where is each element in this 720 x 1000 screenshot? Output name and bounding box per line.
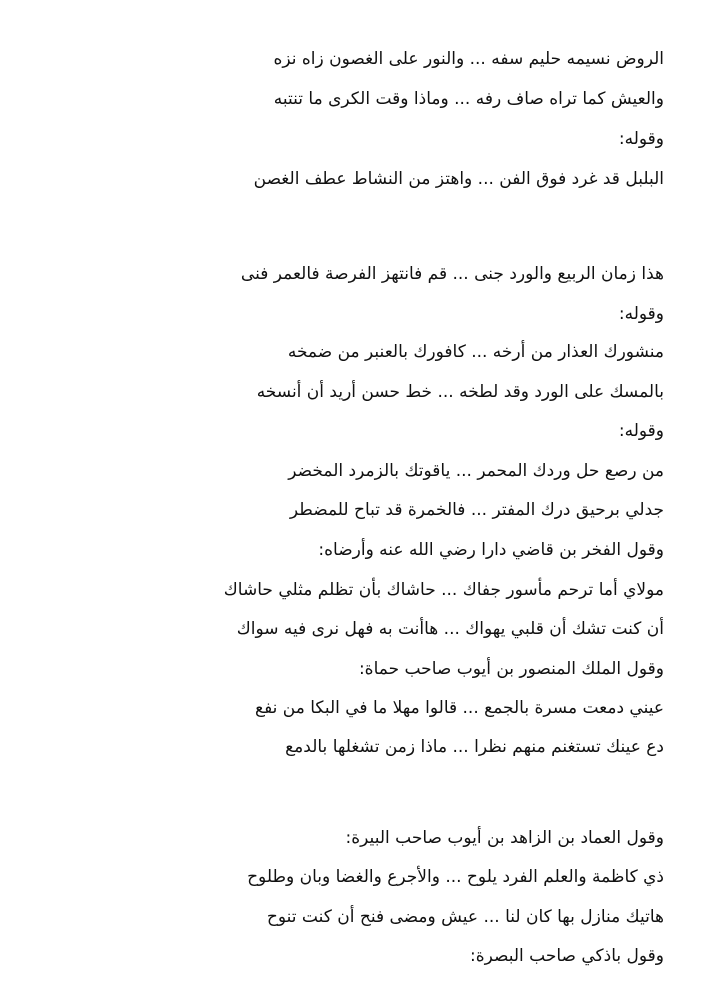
text-line: والعيش كما تراه صاف رفه ... وماذا وقت الكرى ما تنتبه [273,89,664,109]
text-line: البلبل قد غرد فوق الفن ... واهتز من النشاط عطف الغصن [253,169,664,189]
text-line: هاتيك منازل بها كان لنا ... عيش ومضى فنح أن كنت تنوح [266,907,664,927]
text-line: وقوله: [618,304,664,324]
text-line: هذا زمان الربيع والورد جنى ... قم فانتهز الفرصة فالعمر فنى [240,264,664,284]
text-line: وقول الفخر بن قاضي دارا رضي الله عنه وأرضاه: [318,540,664,560]
text-line: ذي كاظمة والعلم الفرد يلوح ... والأجرع والغضا وبان وطلوح [247,867,664,887]
text-line: وقوله: [618,129,664,149]
text-line: عيني دمعت مسرة بالجمع ... قالوا مهلا ما في البكا من نفع [255,698,664,718]
text-line: أن كنت تشك أن قلبي يهواك ... هاأنت به فهل نرى فيه سواك [236,619,664,639]
text-line: منشورك العذار من أرخه ... كافورك بالعنبر من ضمخه [287,342,664,362]
text-line: دع عينك تستغنم منهم نظرا ... ماذا زمن تشغلها بالدمع [285,737,664,757]
text-line: جدلي برحيق درك المفتر ... فالخمرة قد تباح للمضطر [289,500,664,520]
text-line: مولاي أما ترحم مأسور جفاك ... حاشاك بأن تظلم مثلي حاشاك [223,580,664,600]
text-line: وقول الملك المنصور بن أيوب صاحب حماة: [358,659,664,679]
text-line: بالمسك على الورد وقد لطخه ... خط حسن أريد أن أنسخه [256,382,664,402]
text-line: وقول العماد بن الزاهد بن أيوب صاحب البيرة: [345,828,664,848]
text-line: وقوله: [618,421,664,441]
text-line: الروض نسيمه حليم سفه ... والنور على الغصون زاه نزه [273,49,664,69]
text-line: من رصع حل وردك المحمر ... ياقوتك بالزمرد المخضر [288,461,664,481]
text-line: وقول باذكي صاحب البصرة: [469,946,664,966]
